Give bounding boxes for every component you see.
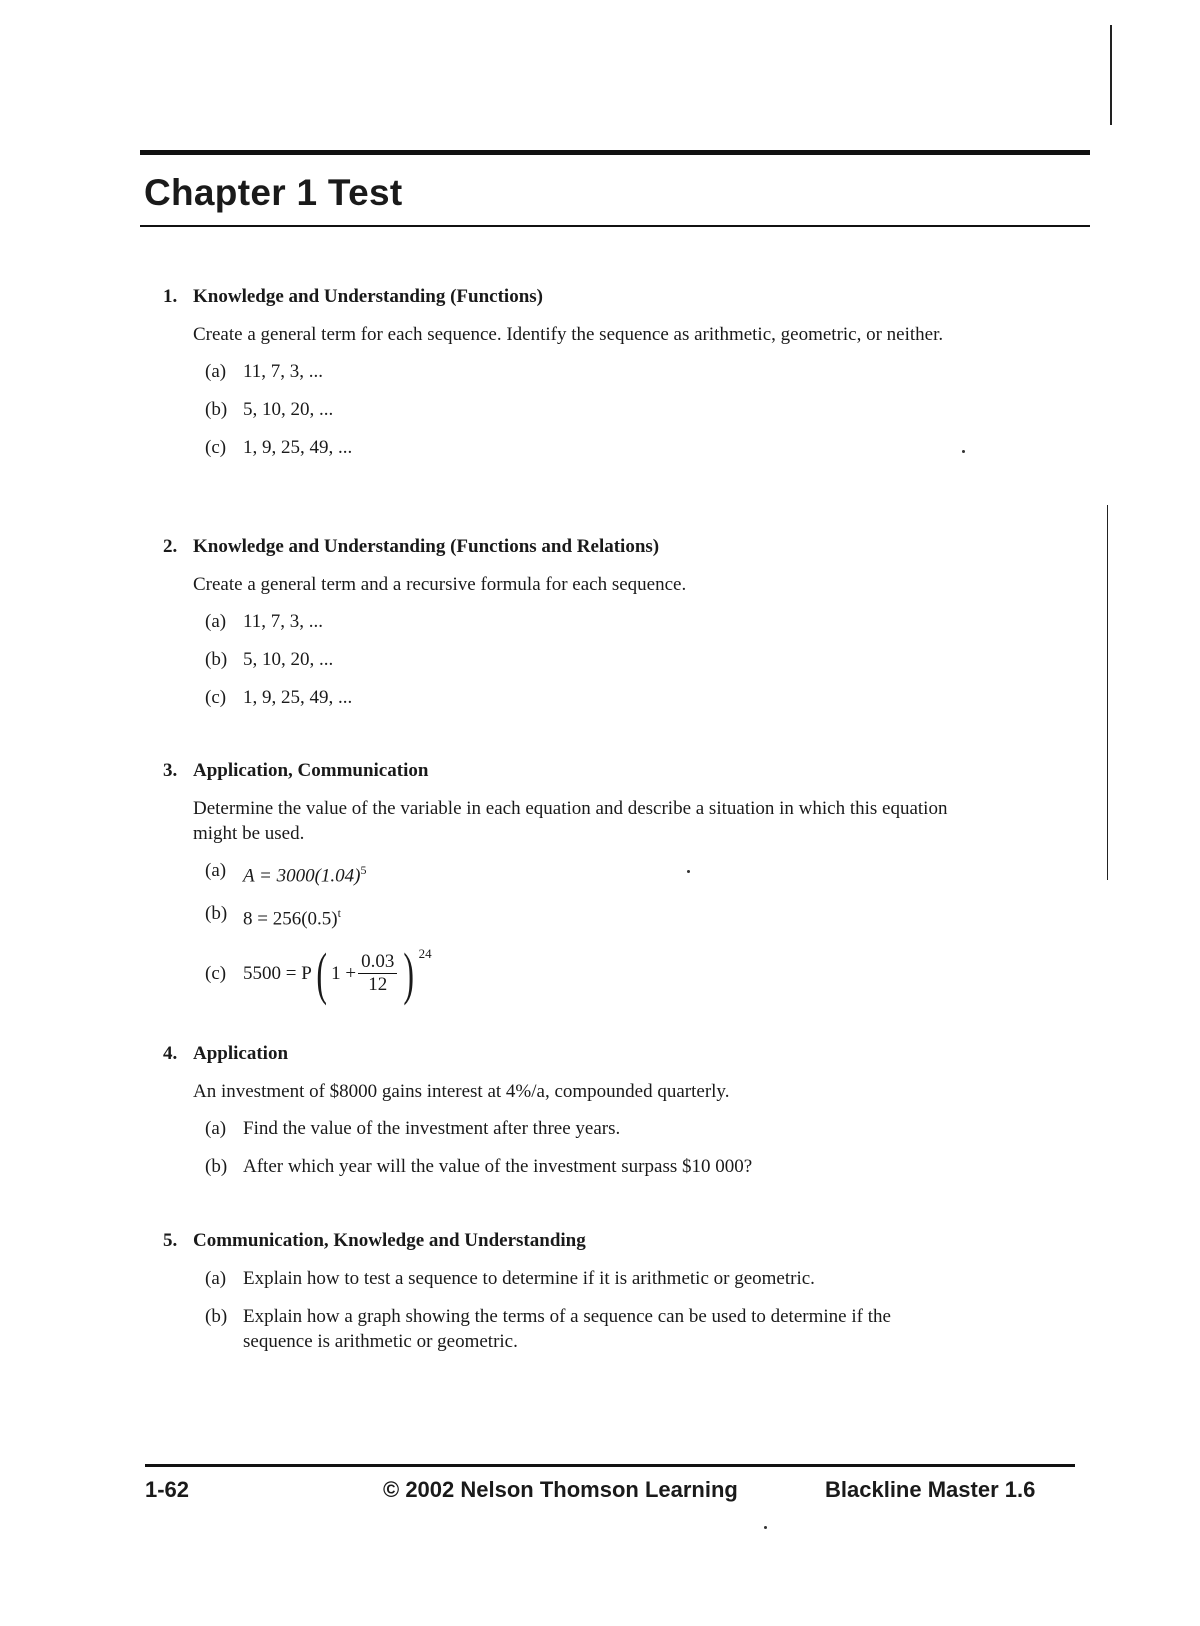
question-number: 1.	[163, 286, 178, 307]
part-text: 11, 7, 3, ...	[243, 611, 324, 632]
scan-speck	[764, 1526, 767, 1529]
equation-one-plus: 1 +	[331, 963, 357, 985]
footer-rule	[145, 1464, 1075, 1467]
question-title: Knowledge and Understanding (Functions)	[193, 286, 543, 307]
question-heading	[163, 286, 1023, 308]
question-5	[163, 1230, 1023, 1367]
question-parts	[205, 609, 1023, 710]
part-label: (a)	[205, 611, 227, 632]
part-text: 1, 9, 25, 49, ...	[243, 437, 353, 458]
question-4	[163, 1043, 1023, 1192]
question-number: 5.	[163, 1230, 178, 1251]
question-part	[205, 397, 1023, 422]
part-label: (b)	[205, 399, 228, 420]
equation	[243, 901, 1023, 931]
header-bottom-rule	[140, 225, 1090, 227]
question-part	[205, 940, 1023, 1006]
question-part	[205, 359, 1023, 384]
question-part	[205, 609, 1023, 634]
question-part	[205, 901, 1023, 931]
part-text: Explain how a graph showing the terms of a sequence can be used to determine if the sequence is arithmetic or geometric.	[243, 1306, 891, 1352]
part-label: (b)	[205, 649, 228, 670]
part-label: (a)	[205, 361, 227, 382]
part-text: 1, 9, 25, 49, ...	[243, 687, 353, 708]
question-part	[205, 1304, 1023, 1354]
question-parts	[205, 1266, 1023, 1354]
question-parts	[205, 1116, 1023, 1179]
equation-base: 8 = 256(0.5)	[243, 908, 338, 930]
question-title: Communication, Knowledge and Understanding	[193, 1230, 586, 1251]
equation-exponent: 5	[360, 863, 367, 877]
scan-edge-mark	[1110, 25, 1112, 125]
question-1	[163, 286, 1023, 473]
header-top-rule	[140, 150, 1090, 155]
question-title: Application	[193, 1043, 289, 1064]
equation	[243, 940, 1023, 1006]
left-paren: (	[316, 940, 327, 1006]
question-parts	[205, 858, 1023, 1006]
equation-exponent: t	[337, 906, 341, 921]
part-label: (a)	[205, 1118, 227, 1139]
footer-page-number: 1-62	[145, 1477, 190, 1502]
part-label: (b)	[205, 903, 228, 925]
question-part	[205, 858, 1023, 888]
fraction	[358, 951, 397, 996]
question-3	[163, 760, 1023, 1016]
equation	[243, 858, 1023, 888]
part-label: (a)	[205, 860, 227, 881]
question-heading	[163, 760, 1023, 782]
part-label: (c)	[205, 687, 227, 708]
part-label: (a)	[205, 1268, 227, 1289]
question-part	[205, 1266, 1023, 1291]
part-label: (c)	[205, 437, 227, 458]
question-number: 3.	[163, 760, 178, 781]
question-part	[205, 647, 1023, 672]
equation-exponent: 24	[418, 945, 432, 961]
question-prompt: Determine the value of the variable in each equation and describe a situation in which this equation might be used.	[193, 798, 948, 844]
question-prompt: Create a general term for each sequence. Identify the sequence as arithmetic, geometric, or neither.	[193, 324, 944, 345]
question-part	[205, 1154, 1023, 1179]
part-text: 5, 10, 20, ...	[243, 649, 334, 670]
question-2	[163, 536, 1023, 723]
scan-edge-mark	[1107, 505, 1108, 880]
question-prompt: Create a general term and a recursive formula for each sequence.	[193, 574, 687, 595]
question-title: Application, Communication	[193, 760, 429, 781]
part-text: 11, 7, 3, ...	[243, 361, 324, 382]
page-title: Chapter 1 Test	[144, 172, 403, 213]
fraction-numerator: 0.03	[358, 951, 397, 974]
part-text: 5, 10, 20, ...	[243, 399, 334, 420]
part-label: (b)	[205, 1306, 228, 1327]
right-paren: )	[403, 940, 415, 1006]
equation-base: A = 3000(1.04)	[243, 865, 361, 887]
question-heading	[163, 1043, 1023, 1065]
question-part	[205, 1116, 1023, 1141]
part-label: (c)	[205, 963, 227, 985]
part-label: (b)	[205, 1156, 228, 1177]
question-part	[205, 685, 1023, 710]
question-heading	[163, 1230, 1023, 1252]
question-prompt: An investment of $8000 gains interest at 4%/a, compounded quarterly.	[193, 1081, 730, 1102]
part-text: Explain how to test a sequence to determine if it is arithmetic or geometric.	[243, 1268, 815, 1289]
question-number: 4.	[163, 1043, 178, 1064]
part-text: Find the value of the investment after three years.	[243, 1118, 621, 1139]
fraction-denominator: 12	[368, 974, 388, 996]
question-parts	[205, 359, 1023, 460]
equation-lhs: 5500 = P	[243, 963, 312, 985]
question-part	[205, 435, 1023, 460]
question-number: 2.	[163, 536, 178, 557]
question-title: Knowledge and Understanding (Functions and Relations)	[193, 536, 660, 557]
footer-master-label: Blackline Master 1.6	[825, 1477, 1036, 1502]
part-text: After which year will the value of the investment surpass $10 000?	[243, 1156, 753, 1177]
footer-copyright: © 2002 Nelson Thomson Learning	[383, 1477, 738, 1502]
question-heading	[163, 536, 1023, 558]
